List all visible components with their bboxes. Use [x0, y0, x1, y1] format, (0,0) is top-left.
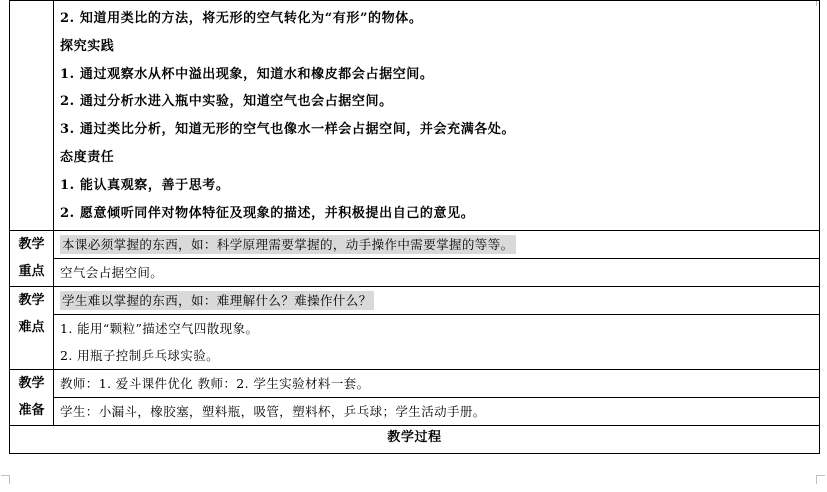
difficulties-row-1: [10, 287, 820, 315]
objective-line: 1. 能认真观察，善于思考。: [60, 177, 230, 193]
difficulties-row-2: [10, 315, 820, 370]
objective-heading: 态度责任: [60, 149, 115, 165]
objective-line: 2. 知道用类比的方法，将无形的空气转化为“有形”的物体。: [60, 11, 423, 26]
key-points-content-cell: [54, 259, 820, 287]
preparation-student-cell: [54, 398, 820, 426]
difficulties-hint: 学生难以掌握的东西，如：难理解什么？难操作什么？: [62, 293, 372, 308]
key-points-hint: 本课必须掌握的东西，如：科学原理需要掌握的，动手操作中需要掌握的等等。: [62, 237, 514, 252]
preparation-row-1: [10, 370, 820, 398]
objectives-cell: [54, 1, 820, 231]
difficulties-hint-cell: [54, 287, 820, 315]
preparation-teacher-cell: [54, 370, 820, 398]
difficulty-item: 2. 用瓶子控制乒乓球实验。: [60, 348, 220, 363]
preparation-teacher: 教师：1. 爱斗课件优化 教师：2. 学生实验材料一套。: [60, 376, 370, 391]
objective-line: 2. 愿意倾听同伴对物体特征及现象的描述，并积极提出自己的意见。: [60, 205, 475, 221]
key-points-row-1: [10, 231, 820, 259]
objectives-label-cell: [10, 1, 54, 231]
difficulties-items-cell: [54, 315, 820, 370]
key-points-content: 空气会占据空间。: [60, 265, 164, 280]
key-points-row-2: [10, 259, 820, 287]
preparation-row-2: [10, 398, 820, 426]
objective-line: 3. 通过类比分析，知道无形的空气也像水一样会占据空间，并会充满各处。: [60, 122, 516, 138]
key-points-hint-cell: [54, 231, 820, 259]
difficulties-label: 教学 难点: [10, 287, 54, 370]
objective-line: 1. 通过观察水从杯中溢出现象，知道水和橡皮都会占据空间。: [60, 66, 434, 82]
page-corner-mark: [1, 475, 10, 484]
lesson-plan-table: [9, 0, 820, 454]
preparation-student: 学生：小漏斗，橡胶塞，塑料瓶，吸管，塑料杯，乒乓球；学生活动手册。: [60, 404, 486, 419]
objectives-row: [10, 1, 820, 231]
key-points-label: 教学 重点: [10, 231, 54, 287]
page-corner-mark: [816, 475, 825, 484]
process-header-row: [10, 426, 820, 454]
process-title: 教学过程: [10, 426, 820, 454]
difficulty-item: 1. 能用“颗粒”描述空气四散现象。: [60, 321, 259, 336]
preparation-label: 教学 准备: [10, 370, 54, 426]
objective-heading: 探究实践: [60, 38, 115, 54]
objective-line: 2. 通过分析水进入瓶中实验，知道空气也会占据空间。: [60, 94, 393, 110]
